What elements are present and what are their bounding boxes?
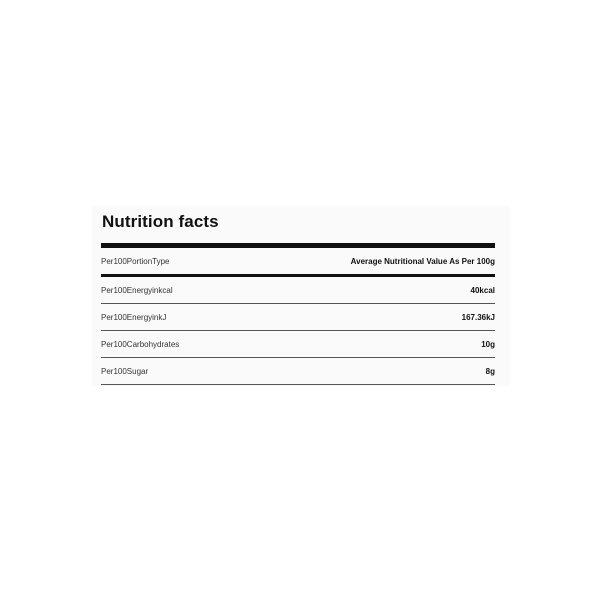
nutrition-facts-title: Nutrition facts: [102, 212, 219, 231]
nutrition-row-energy-kj: [101, 304, 495, 330]
nutrition-row-label: Per100Energyinkcal: [101, 285, 173, 295]
nutrition-row-label: Per100Carbohydrates: [101, 339, 180, 349]
nutrition-row-label: Per100Sugar: [101, 366, 149, 376]
nutrition-row-value: 10g: [481, 339, 495, 349]
row-divider: [101, 384, 495, 385]
nutrition-row-sugar: [101, 358, 495, 384]
nutrition-row-value: 8g: [485, 366, 495, 376]
nutrition-header-label: Per100PortionType: [101, 256, 170, 266]
nutrition-row-energy-kcal: [101, 277, 495, 303]
nutrition-header-row: [101, 248, 495, 274]
nutrition-row-value: 40kcal: [470, 285, 495, 295]
nutrition-row-label: Per100EnergyinkJ: [101, 312, 167, 322]
nutrition-row-value: 167.36kJ: [461, 312, 495, 322]
nutrition-header-value: Average Nutritional Value As Per 100g: [350, 256, 495, 266]
nutrition-row-carbohydrates: [101, 331, 495, 357]
